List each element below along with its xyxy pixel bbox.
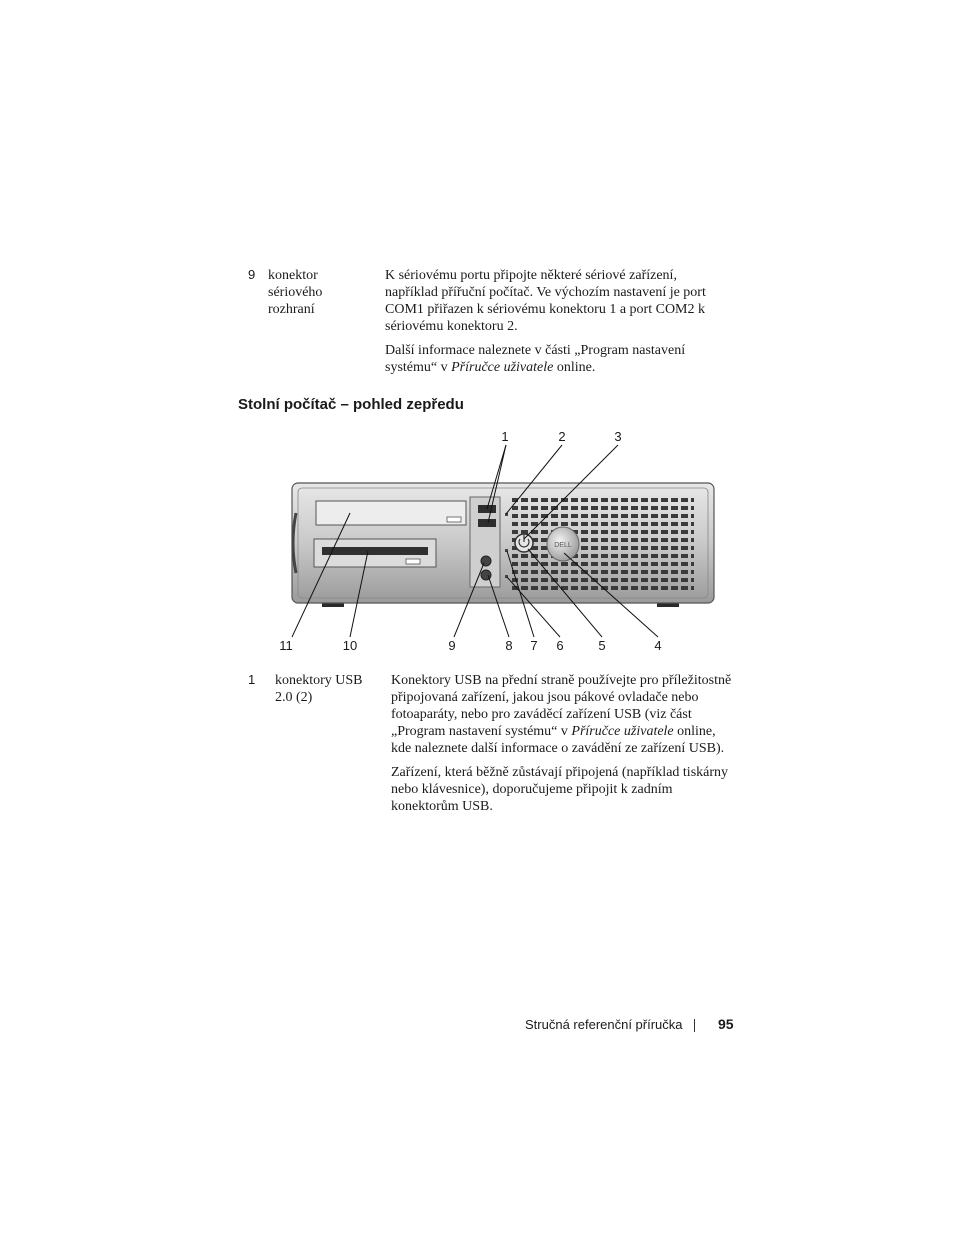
callout-label: 2	[558, 429, 566, 444]
description-paragraph: K sériovému portu připojte některé sériové zařízení, například přířuční počítač. Ve výchozím nastavení je port COM1 přiřazen k sériovému konektoru 1 a port COM2 k sériovému konektoru 2.	[385, 268, 706, 334]
callout-label: 3	[614, 429, 622, 444]
callout-label: 11	[279, 638, 293, 653]
description-paragraph	[385, 342, 723, 376]
ventilation-grille	[512, 497, 694, 593]
term-line: konektory USB	[275, 673, 363, 688]
row-description	[391, 672, 733, 822]
row-description	[385, 267, 723, 383]
row-term	[275, 672, 385, 706]
row-term	[268, 267, 378, 318]
row-number: 1	[248, 672, 256, 687]
term-line: sériového	[268, 285, 323, 300]
description-paragraph	[391, 672, 733, 757]
section-heading: Stolní počítač – pohled zepředu	[238, 396, 464, 413]
text-run: online.	[553, 360, 596, 375]
text-run: Konektory USB na přední straně používejte pro příležitostně připojovaná zařízení, jakou jsou pákové ovladače nebo fotoaparáty, nebo pro zaváděcí zařízení USB (viz část „Program nastavení systému“ v	[391, 673, 732, 739]
italic-run: Příručce uživatele	[451, 360, 554, 375]
callout-label: 6	[556, 638, 564, 653]
optical-drive	[316, 501, 466, 525]
callout-label: 5	[598, 638, 606, 653]
headphone-jack	[481, 556, 491, 566]
footer-separator	[694, 1019, 695, 1032]
term-line: rozhraní	[268, 302, 315, 317]
callout-label: 10	[342, 638, 358, 653]
computer-illustration	[230, 425, 740, 660]
callout-label: 1	[501, 429, 509, 444]
logo-text: DELL	[554, 542, 572, 549]
footer-title: Stručná referenční příručka	[525, 1017, 683, 1032]
callout-label: 7	[530, 638, 538, 653]
callout-label: 9	[448, 638, 456, 653]
row-number: 9	[248, 267, 256, 282]
text-run: Další informace naleznete v části „Program nastavení systému“ v	[385, 343, 686, 375]
text-run: online, kde naleznete další informace o zavádění ze zařízení USB).	[391, 724, 725, 756]
callout-label: 8	[505, 638, 513, 653]
callout-label: 4	[654, 638, 662, 653]
italic-run: Příručce uživatele	[571, 724, 674, 739]
description-paragraph: Zařízení, která běžně zůstávají připojená (například tiskárny nebo klávesnice), doporučujeme připojit k zadním konektorům USB.	[391, 765, 729, 814]
usb-port	[478, 519, 496, 527]
page-number: 95	[718, 1016, 734, 1032]
computer-front-figure	[230, 425, 740, 660]
term-line: 2.0 (2)	[275, 690, 313, 705]
term-line: konektor	[268, 268, 318, 283]
